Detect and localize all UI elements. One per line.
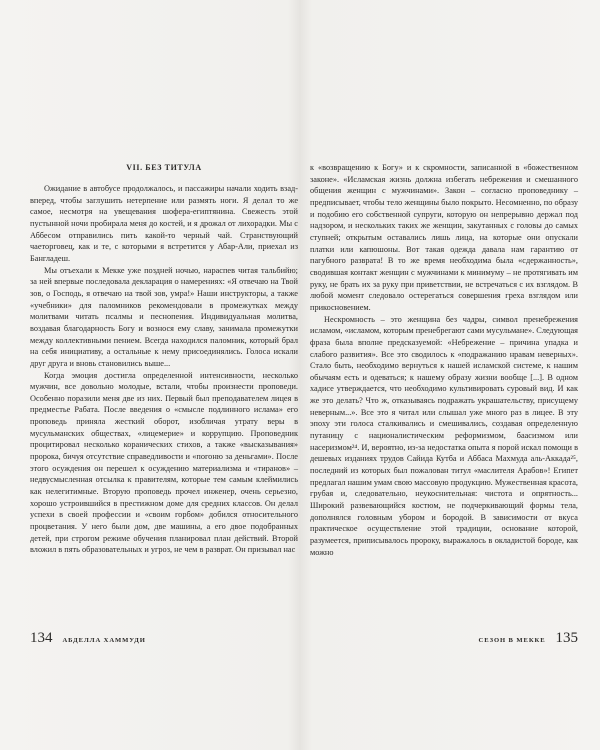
page-number: 134 bbox=[30, 630, 53, 646]
page-number: 135 bbox=[555, 630, 578, 646]
left-text-column bbox=[30, 162, 298, 556]
right-page bbox=[300, 0, 600, 750]
paragraph: Когда эмоция достигла определенной интенсивности, несколько мужчин, все довольно молодые, встали, чтобы произнести проповеди. Особенно поразили меня две из них. Первый был преподавателем лицея в предместье Рабата. После введения о «смысле подлинного ислама» его проповедь приняла жесткий оборот, изобличая утрату веры в мусульманских обществах, «лицемерие» и коррупцию. Проповедник процитировал несколько коранических стихов, а также «высказывания» пророка, бичуя отсутствие справедливости и «погоню за деньгами». После этого осуждения он перешел к осуждению материализма и «тиранов» – недвусмысленная отсылка к правителям, которые тем самым клеймились как нелегитимные. Вторую проповедь прочел инженер, очень серьезно, хорошо устроившийся в престижном доме для средних классов. Он делал успехи в своей профессии и «своим горбом» добился относительного процветания. У него были дом, две машины, а его двое подобранных детей, при строгом режиме обучения планировал план действий. Второй вложил в пять образовательных и угроз, не чем в разврат. Он призывал нас bbox=[30, 370, 298, 555]
chapter-title: VII. БЕЗ ТИТУЛА bbox=[126, 163, 202, 172]
paragraph: Мы отъехали к Мекке уже поздней ночью, нараспев читая тальбийю; за ней впервые последовала декларация о намерениях: «Я отвечаю на Твой зов, о Господь, я отвечаю на твой зов, умра!» Наши инструкторы, а также «учебники» для паломников рекомендовали в промежутках между молитвами читать псалмы и песнопения. Индивидуальная молитва, воздавая благодарность Богу и вознося ему славу, занимала промежутки между коллективными пением. Всегда находился паломник, который брал на себя инициативу, а остальные к нему присоединялись. Голоса искали друг друга и вновь становились выше... bbox=[30, 265, 298, 368]
running-head: СЕЗОН В МЕККЕ bbox=[478, 637, 546, 644]
right-footer bbox=[310, 630, 578, 648]
right-text-column bbox=[310, 162, 578, 558]
paragraph: Ожидание в автобусе продолжалось, и пассажиры начали ходить взад-вперед, чтобы заглушить нетерпение или размять ноги. Я делал то же самое, несмотря на увещевания шофера-египтянина. Свежесть этой пустынной ночи пробирала меня до костей, и я дрожал от лихорадки. Мы с Аббесом отправились пить какой-то черный чай. Странствующий чаеторговец, как и те, с которыми я встретится у Абар-Али, приехал из Бангладеш. bbox=[30, 184, 298, 263]
paragraph: к «возвращению к Богу» и к скромности, записанной в «божественном законе». «Исламская жизнь должна избегать небрежения и смешанного общения женщин с мужчинами». Закон – согласно проповеднику – предписывает, чтобы тело женщины было покрыто. Несомненно, по образу и подобию его собственной супруги, которую он непрерывно держал под надзором, и нескольких таких же женщин, закутанных с головы до самых ступней; открытым оставались лишь лица, на которые они опускали платки или капюшоны. Вот такая одежда давала нам гарантию от пагубного разврата! В то же время необходима была «сдержанность», сводившая контакт женщин с мужчинами к минимуму – не протягивать им руку, не брать их за руку при приветствии, не встречаться с их взглядом. В любой момент следовало остерегаться совершения греха взглядом или прикосновением. bbox=[310, 163, 578, 312]
paragraph: Нескромность – это женщина без чадры, символ пренебрежения исламом, «исламом, которым пренебрегают сами мусульмане». Следующая фраза была вполне предсказуемой: «Небрежение – причина упадка и слабого развития». Все это сводилось к «подражанию нравам неверных». Стало быть, необходимо вернуться к нашей исламской системе, к нашим обычаям есть и одеваться; к нашему образу жизни вообще [...]. В одном хадисе утверждается, что необходимо культивировать суровый вид. И как же это делать? Что ж, отказываясь подражать украшательству, присущему неверным...». Все это я читал или слышал уже много раз в лицее. В эту эпоху эти голоса сталкивались и смешивались, создавая определенную путаницу с националистическим реформизмом, баасизмом или насеризмом²⁴. И, вероятно, из-за недостатка опыта я порой искал помощи в дешевых изданиях трудов Сайида Кутба и Аббаса Махмуда аль-Аккада²⁵, последний из которых был пожалован титул «маслителя Арабов»! Египет предлагал нашим умам свою массовую продукцию. Мужественная красота, грубая и, следовательно, неукоснительная: чистота и опрятность... Широкий развевающийся костюм, не подчеркивающий формы тела, дополнялся головным убором и бородой. В зависимости от вкуса практическое осуществление этой традиции, основание которой, разумеется, приписывалось пророку, выражалось в окладистой бороде, как можно bbox=[310, 314, 578, 557]
left-footer bbox=[30, 630, 298, 648]
running-head: АБДЕЛЛА ХАММУДИ bbox=[62, 637, 146, 644]
